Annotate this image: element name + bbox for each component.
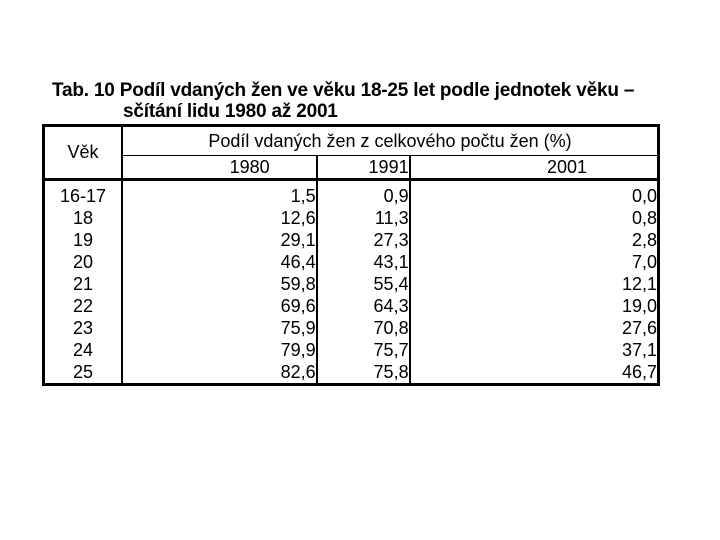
- value-1980-cell: 1,5: [122, 180, 317, 208]
- caption-line-2: sčítání lidu 1980 až 2001: [123, 101, 338, 122]
- year-header-1980: 1980: [122, 156, 317, 180]
- age-cell: 16-17: [59, 186, 107, 206]
- value-1980-cell: 79,9: [122, 339, 317, 361]
- value-1991-cell: 55,4: [317, 273, 410, 295]
- value-1980-cell: 75,9: [122, 317, 317, 339]
- value-1991-cell: 43,1: [317, 251, 410, 273]
- table-row: [44, 180, 659, 208]
- table-row: [44, 251, 659, 273]
- year-header-2001: 2001: [410, 156, 659, 180]
- age-column-header: Věk: [44, 126, 123, 180]
- table-row: [44, 207, 659, 229]
- age-cell: 23: [72, 318, 94, 338]
- year-header-1991: 1991: [317, 156, 410, 180]
- table-row: [44, 273, 659, 295]
- value-1991-cell: 64,3: [317, 295, 410, 317]
- value-2001-cell: 46,7: [410, 361, 659, 385]
- age-cell: 25: [72, 362, 94, 382]
- value-1980-cell: 82,6: [122, 361, 317, 385]
- table-row: [44, 361, 659, 385]
- age-cell: 18: [72, 208, 94, 228]
- value-1980-cell: 59,8: [122, 273, 317, 295]
- table-body: [44, 180, 659, 385]
- value-2001-cell: 37,1: [410, 339, 659, 361]
- value-1980-cell: 46,4: [122, 251, 317, 273]
- age-cell: 22: [72, 296, 94, 316]
- table-row: [44, 295, 659, 317]
- value-1980-cell: 29,1: [122, 229, 317, 251]
- married-women-table: [42, 124, 660, 386]
- value-1991-cell: 11,3: [317, 207, 410, 229]
- value-2001-cell: 2,8: [410, 229, 659, 251]
- table-row: [44, 229, 659, 251]
- caption-line-1: Tab. 10 Podíl vdaných žen ve věku 18-25 let podle jednotek věku –: [52, 80, 635, 101]
- age-cell: 19: [72, 230, 94, 250]
- table-caption: [52, 80, 692, 122]
- table-row: [44, 339, 659, 361]
- age-cell: 21: [72, 274, 94, 294]
- age-cell: 20: [72, 252, 94, 272]
- value-1980-cell: 69,6: [122, 295, 317, 317]
- value-1991-cell: 75,8: [317, 361, 410, 385]
- value-2001-cell: 19,0: [410, 295, 659, 317]
- value-2001-cell: 0,8: [410, 207, 659, 229]
- table-row: [44, 317, 659, 339]
- value-2001-cell: 12,1: [410, 273, 659, 295]
- value-1991-cell: 0,9: [317, 180, 410, 208]
- value-1991-cell: 27,3: [317, 229, 410, 251]
- value-1980-cell: 12,6: [122, 207, 317, 229]
- group-column-header: Podíl vdaných žen z celkového počtu žen (%): [122, 126, 659, 156]
- value-1991-cell: 70,8: [317, 317, 410, 339]
- value-1991-cell: 75,7: [317, 339, 410, 361]
- value-2001-cell: 27,6: [410, 317, 659, 339]
- age-cell: 24: [72, 340, 94, 360]
- value-2001-cell: 0,0: [410, 180, 659, 208]
- value-2001-cell: 7,0: [410, 251, 659, 273]
